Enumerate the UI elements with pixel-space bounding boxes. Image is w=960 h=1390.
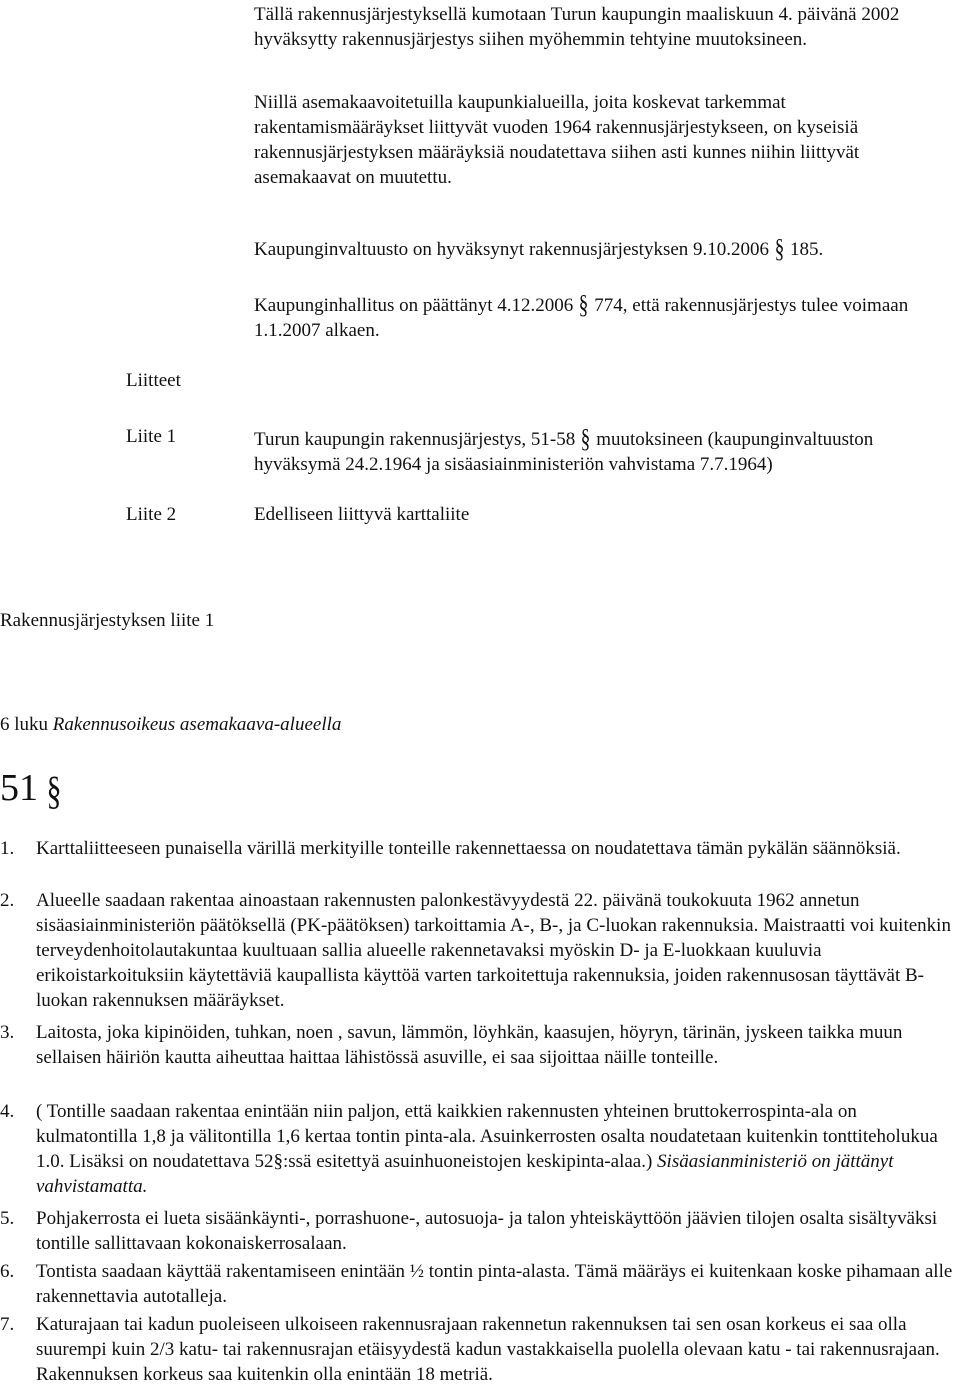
rule-number: 7. xyxy=(0,1314,15,1335)
rule-number: 4. xyxy=(0,1101,15,1122)
liite-1-text-end: muutoksineen (kaupunginvaltuuston hyväksymä 24.2.1964 ja sisäasiainministeriön vahvistama 7.7.1964) xyxy=(254,429,874,475)
intro-paragraph-2: Niillä asemakaavoitetuilla kaupunkialueilla, joita koskevat tarkemmat rakentamismääräykset liittyvät vuoden 1964 rakennusjärjestykseen, on kyseisiä rakennusjärjestyksen määräyksiä noudatettava siihen asti kunnes niihin liittyvät asemakaavat on muutettu. xyxy=(254,92,860,188)
intro-paragraph-1: Tällä rakennusjärjestyksellä kumotaan Turun kaupungin maaliskuun 4. päivänä 2002 hyväksytty rakennusjärjestys siihen myöhemmin tehtyine muutoksineen. xyxy=(254,4,900,50)
chapter-title: Rakennusoikeus asemakaava-alueella xyxy=(52,714,342,735)
rule-text: Tontista saadaan käyttää rakentamiseen enintään ½ tontin pinta-alasta. Tämä määräys ei kuitenkaan koske pihamaan alle rakennettavia autotalleja. xyxy=(36,1261,953,1307)
liite-1-label: Liite 1 xyxy=(126,426,177,447)
section-sign: § xyxy=(578,290,589,319)
council-section-number: 185. xyxy=(790,239,824,260)
rule-text: Katurajaan tai kadun puoleiseen ulkoiseen rakennusrajaan rakennetun rakennuksen tai sen osan korkeus ei saa olla suurempi kuin 2/3 katu- tai rakennusrajan etäisyydestä kadun vastakkaisella puolella olevaan katu - tai rakennusrajaan. Rakennuksen korkeus saa kuitenkin olla enintään 18 metriä. xyxy=(36,1314,940,1385)
section-number: 51 xyxy=(0,767,38,809)
chapter-number: 6 luku xyxy=(0,714,49,735)
rule-number: 5. xyxy=(0,1208,15,1229)
rule-number: 1. xyxy=(0,838,15,859)
appendix-title: Rakennusjärjestyksen liite 1 xyxy=(0,610,215,631)
intro-paragraph-3 xyxy=(254,234,954,262)
board-decision-continuation: 774, että rakennusjärjestys tulee voimaan 1.1.2007 alkaen. xyxy=(254,295,909,341)
section-sign: § xyxy=(580,424,591,453)
rule-number: 2. xyxy=(0,890,15,911)
rule-number: 3. xyxy=(0,1022,15,1043)
rule-text: Laitosta, joka kipinöiden, tuhkan, noen , savun, lämmön, löyhkän, kaasujen, höyryn, tärinän, jyskeen taikka muun sellaisen häiriön kautta aiheuttaa haittaa lähistössä asuville, ei saa sijoittaa näille tonteille. xyxy=(36,1022,903,1068)
liite-2-label: Liite 2 xyxy=(126,504,177,525)
board-decision-text: Kaupunginhallitus on päättänyt 4.12.2006 xyxy=(254,295,574,316)
rule-text: Karttaliitteeseen punaisella värillä merkityille tonteille rakennettaessa on noudatettava tämän pykälän säännöksiä. xyxy=(36,838,901,859)
rule-4-text: ( Tontille saadaan rakentaa enintään niin paljon, että kaikkien rakennusten yhteinen bruttokerrospinta-ala on kulmatontilla 1,8 ja välitontilla 1,6 kertaa tontin pinta-ala. Asuinkerrosten osalta noudatetaan kuitenkin tonttiteholukua 1.0. Lisäksi on noudatettava 52§:ssä esitettyä asuinhuoneistojen keskipinta-alaa.) xyxy=(36,1101,938,1172)
rule-4-note: Sisäasianministeriö on jättänyt vahvistamatta. xyxy=(36,1151,894,1197)
rule-text: Pohjakerrosta ei lueta sisäänkäynti-, porrashuone-, autosuoja- ja talon yhteiskäyttöön jäävien tilojen osalta sisältyväksi tontille sallittavaan kokonaiskerrosalaan. xyxy=(36,1208,938,1254)
section-sign: § xyxy=(46,768,62,813)
liite-1-text xyxy=(254,424,954,477)
rule-text: Alueelle saadaan rakentaa ainoastaan rakennusten palonkestävyydestä 22. päivänä toukokuuta 1962 annetun sisäasiainministeriön päätöksellä (PK-päätöksen) tarkoittamia A-, B-, ja C-luokan rakennuksia. Maistraatti voi kuitenkin terveydenhoitolautakuntaa kuultuaan sallia alueelle rakennetavaksi myöskin D- ja E-luokkaan kuuluvia erikoistarkoituksiin käytettäviä kaupallista käyttöä varten tarkoitettuja rakennuksia, joiden rakennusosan täyttävät B-luokan rakennuksen määräykset. xyxy=(36,890,951,1011)
rule-number: 6. xyxy=(0,1261,15,1282)
section-sign: § xyxy=(774,234,785,263)
intro-paragraph-4 xyxy=(254,290,954,343)
section-heading xyxy=(0,766,64,813)
council-approval-text: Kaupunginvaltuusto on hyväksynyt rakennusjärjestyksen 9.10.2006 xyxy=(254,239,770,260)
rule-text xyxy=(36,1099,956,1199)
liite-2-text: Edelliseen liittyvä karttaliite xyxy=(254,504,470,525)
liite-1-text-start: Turun kaupungin rakennusjärjestys, 51-58 xyxy=(254,429,576,450)
chapter-heading xyxy=(0,712,341,737)
liitteet-heading: Liitteet xyxy=(126,370,181,391)
